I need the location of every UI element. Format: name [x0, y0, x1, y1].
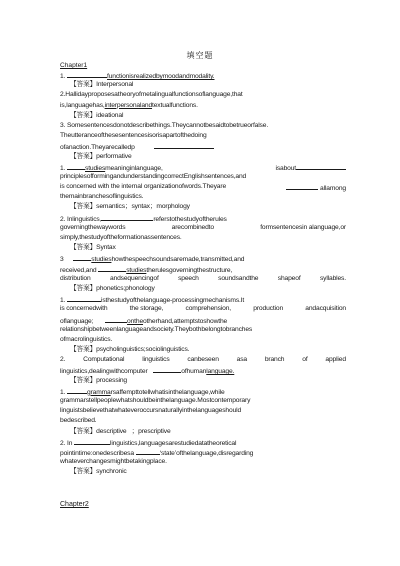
answer-blank	[153, 365, 181, 373]
answer-blank	[74, 437, 110, 445]
question-line: 1. isthestudyofthelanguage-processingmechanisms.It	[60, 294, 346, 304]
question-line: linguistsbelievethatwhateveroccursnaturallyinthelanguageshould	[60, 407, 242, 415]
question-line: 2. Computational linguistics canbeseen asa branch of applied	[60, 356, 346, 364]
question-line: 1. studiesmeaninginlanguage, isabout	[60, 162, 346, 172]
question-line: received,and studiestherulesgoverningthestructure,	[60, 264, 346, 274]
question-line: principlesofformingandunderstandingcorrectEnglishsentences,and	[60, 172, 247, 180]
question-line: themainbranchesoflinguistics.	[60, 193, 144, 201]
answer-blank	[67, 162, 85, 170]
question-line: relationshipbetweenlanguageandsociety.Theybothbelongtobranches	[60, 325, 253, 333]
question-line: grammarstellpeoplewhatshouldbeinthelanguage.Mostcontemporary	[60, 397, 251, 404]
answer-blank	[98, 264, 126, 272]
answer-line: 【答案】psycholinguistics;sociolinguistics.	[70, 346, 190, 354]
question-list	[60, 70, 346, 478]
answer-blank	[105, 315, 127, 323]
question-line: pointintime:onedescribesa ‘state’ofthelanguage,disregarding	[60, 447, 346, 457]
question-line: whateverchangesmightbetakingplace.	[60, 458, 167, 466]
chapter-1-heading: Chapter1	[60, 62, 88, 69]
answer-line: 【答案】performative	[70, 152, 132, 160]
question-line: 3. Somesentencesdonotdescribethings.Theycannotbesaidtobetrueorfalse.	[60, 121, 269, 129]
chapter-2-heading: Chapter2	[60, 501, 89, 508]
answer-blank	[101, 213, 153, 221]
answer-line: 【答案】ideational	[70, 111, 124, 119]
answer-blank	[296, 162, 346, 170]
answer-blank	[136, 447, 160, 455]
question-line: ofanaction.Theyarecalledp	[60, 141, 346, 151]
question-line: Theutteranceofthesesentencesisorisapartofthedoing	[60, 132, 207, 140]
answer-blank	[73, 253, 91, 261]
question-line: is,languagehas,interpersonalandtextualfunctions.	[60, 101, 198, 109]
question-line: is concernedwith the storage, comprehension, production andacquisition	[60, 305, 346, 313]
page-title: 填空题	[186, 51, 214, 60]
question-line: 1. functionisrealizedbymoodandmodality.	[60, 70, 346, 80]
question-line: 1. grammarsaffempttotellwhatisinthelanguage,while	[60, 386, 346, 396]
answer-blank	[67, 70, 107, 78]
question-line: is concerned with the internal organizationofwords.Theyare allamong	[60, 183, 346, 193]
question-line: ofmacrolinguistics.	[60, 335, 113, 343]
answer-blank	[67, 294, 101, 302]
answer-blank	[154, 141, 214, 149]
question-line: governingthewaywords arecombinedto formsentencesin alanguage,or	[60, 223, 346, 231]
question-line: simply,thestudyoftheformationassentences.	[60, 234, 182, 241]
question-line: 2. Inlinguistics, referstothestudyoftherules	[60, 213, 346, 223]
answer-line: 【答案】semantics；syntax；morphology	[70, 203, 190, 211]
question-line: bedescribed.	[60, 417, 97, 425]
question-line: oflanguage; ontheotherhand,attemptstoshowthe	[60, 315, 346, 325]
answer-line: 【答案】synchronic	[70, 468, 127, 476]
answer-blank	[67, 386, 87, 394]
question-line: 3 studieshowthespeechsoundsaremade,transmitted,and	[60, 253, 346, 263]
question-line: linguistics,dealingwithcomputer ofhumanlanguage.	[60, 365, 346, 375]
answer-blank	[286, 182, 318, 190]
answer-line: 【答案】Interpersonal	[70, 81, 134, 89]
answer-line: 【答案】descriptive ；prescriptive	[70, 427, 171, 435]
answer-line: 【答案】processing	[70, 376, 127, 384]
question-line: distribution andsequencingof speech soundsandthe shapeof syllables.	[60, 274, 346, 282]
question-line: 2.Hallidayproposesatheoryofmetalingualfunctionsoflanguage,that	[60, 91, 243, 99]
answer-line: 【答案】phonetics;phonology	[70, 284, 155, 292]
question-line: 2. In linguistics,languagesarestudiedatatheoretical	[60, 437, 346, 447]
answer-line: 【答案】Syntax	[70, 244, 116, 252]
